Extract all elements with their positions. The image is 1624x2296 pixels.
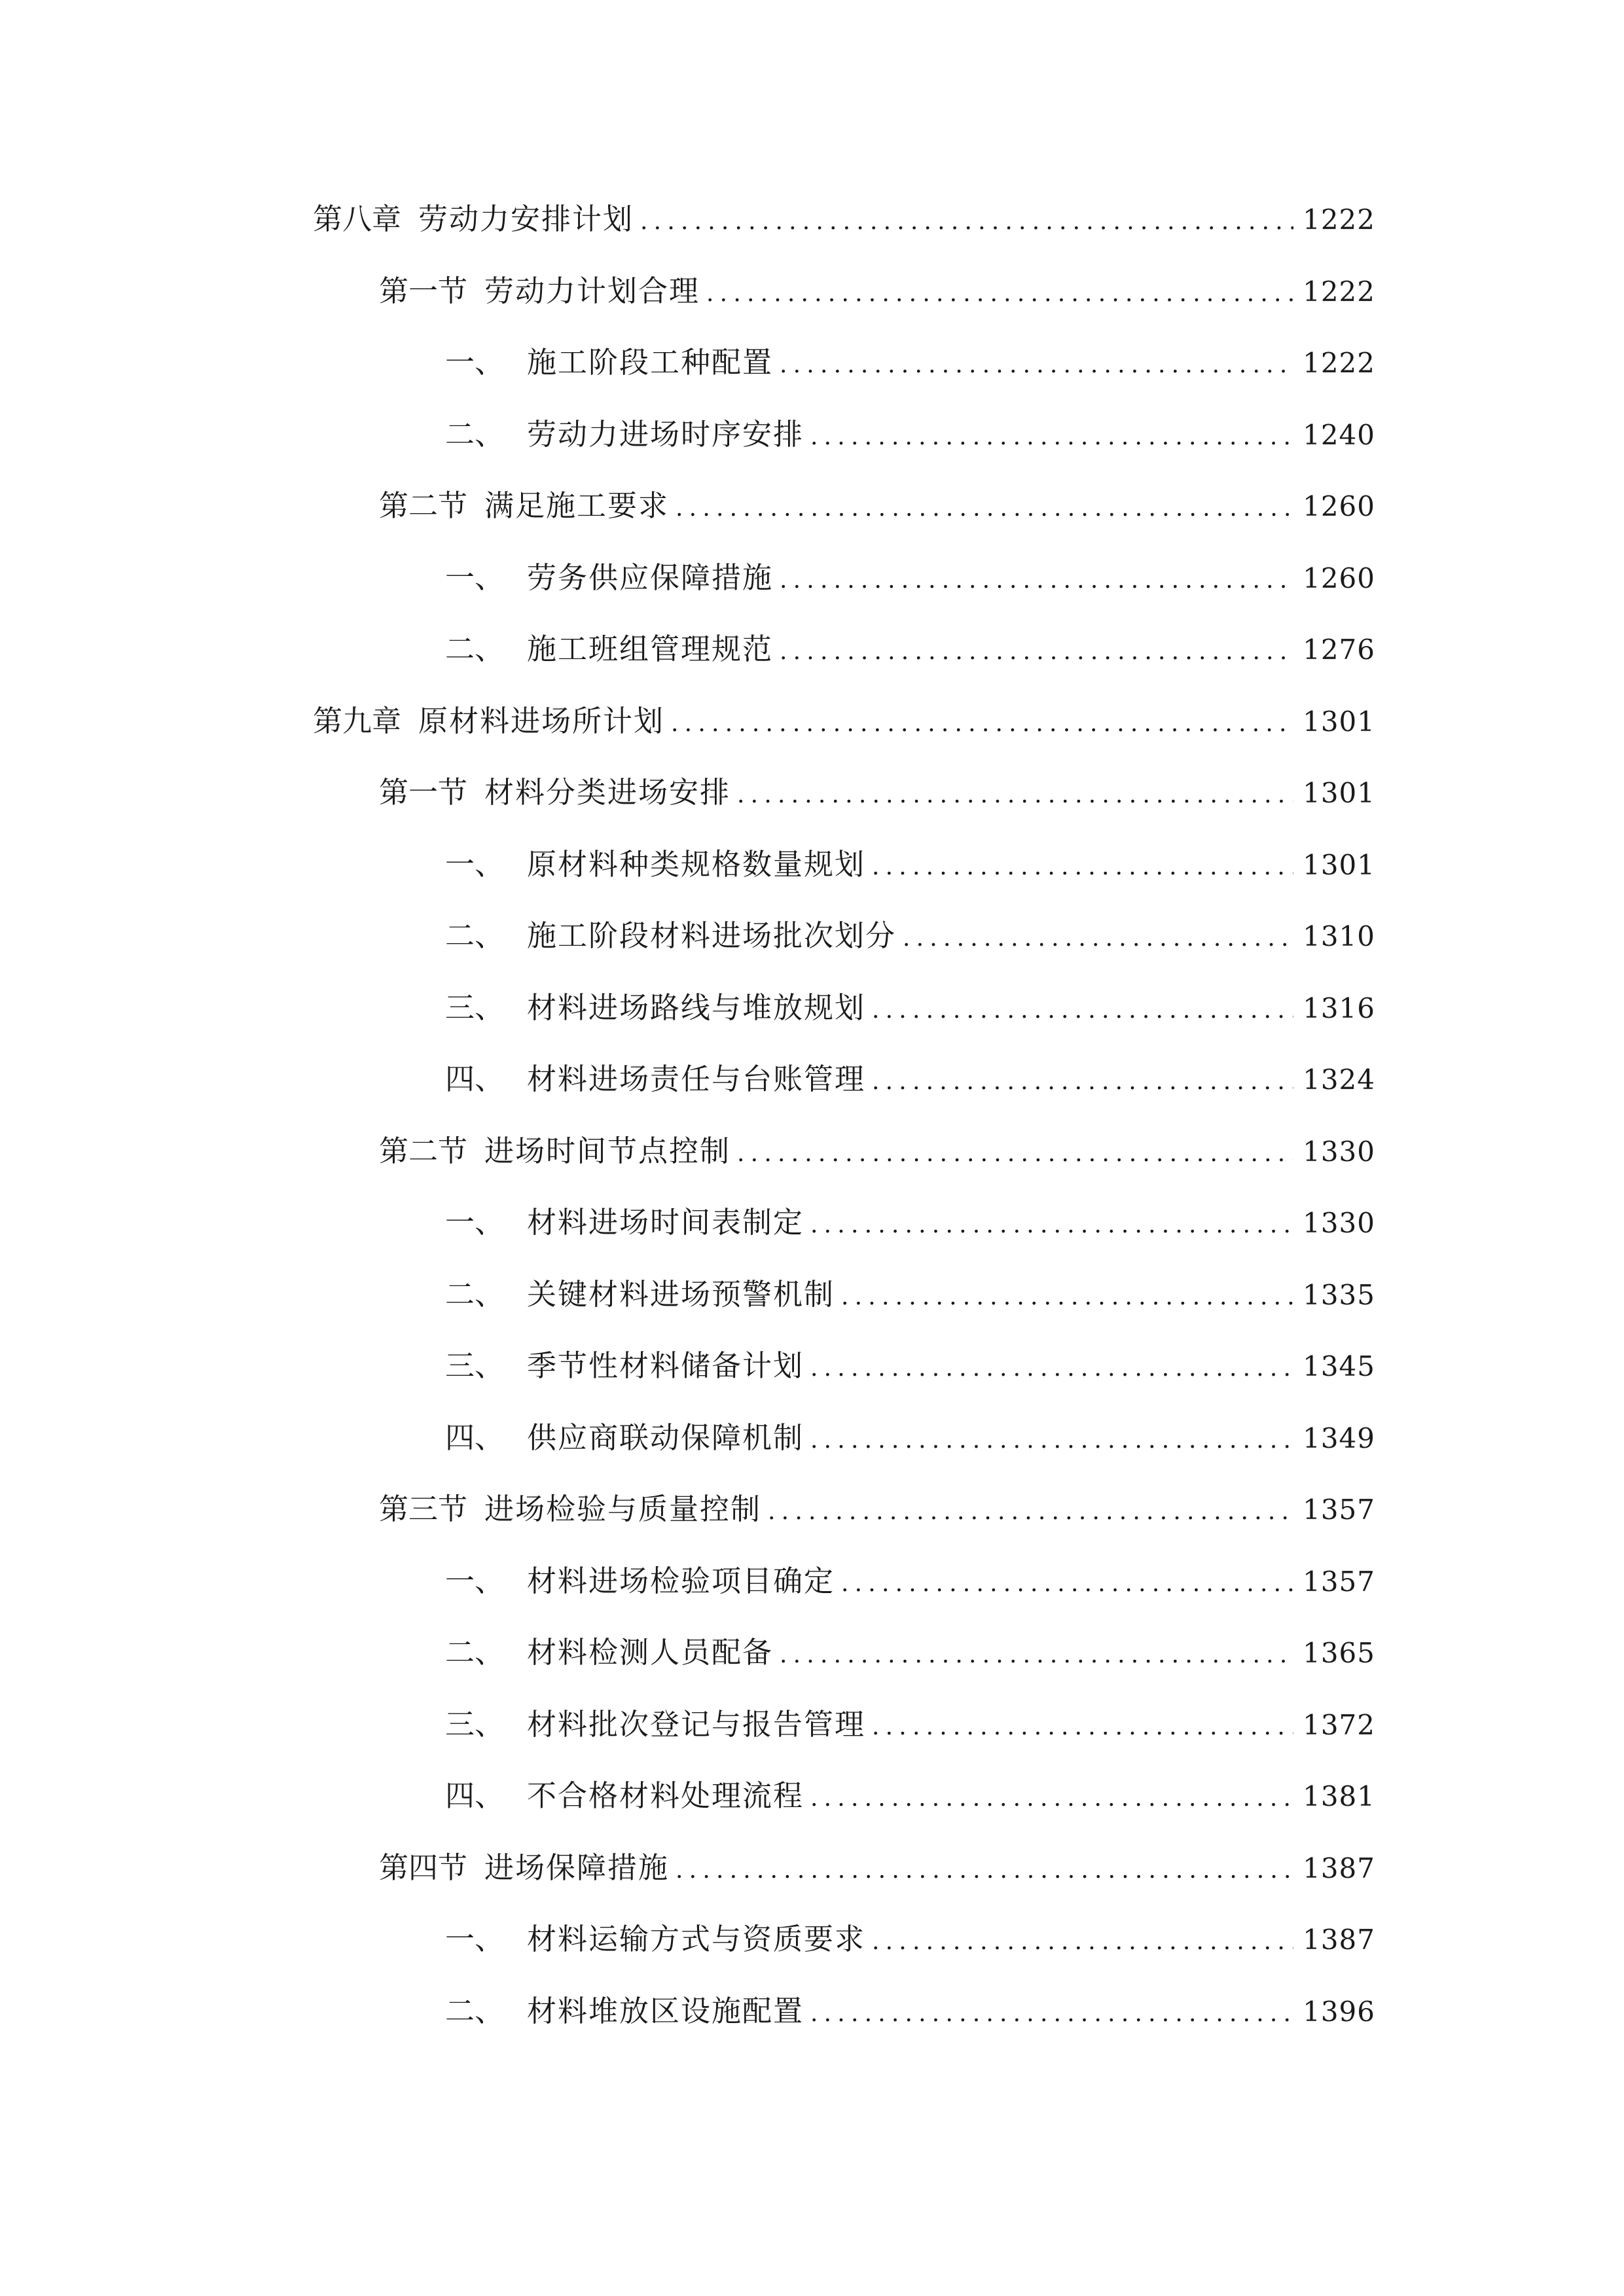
toc-entry-number: 四、 [445,1420,505,1455]
toc-entry-line [313,695,1375,747]
dot-leader [810,1342,1293,1395]
dot-leader [768,1486,1293,1538]
dot-leader [810,1772,1293,1825]
toc-entry-section[interactable] [0,1125,1624,1177]
toc-entry-page-number: 1222 [1303,347,1375,379]
toc-entry-line [445,1196,1375,1249]
dot-leader [737,769,1293,821]
toc-entry-page-number: 1330 [1303,1136,1375,1168]
dot-leader [872,841,1293,893]
toc-entry-title: 劳动力安排计划 [418,202,634,236]
dot-leader [737,1128,1293,1180]
toc-entry-page-number: 1349 [1303,1422,1375,1454]
toc-entry-number: 第一节 [379,775,468,810]
toc-entry-line [445,336,1375,389]
toc-entry-page-number: 1301 [1303,849,1375,881]
toc-entry-number: 二、 [445,417,505,452]
toc-entry-page-number: 1222 [1303,276,1375,308]
toc-entry-number: 第二节 [379,1134,468,1168]
toc-entry-line [445,1053,1375,1105]
toc-entry-page-number: 1381 [1303,1780,1375,1812]
toc-entry-title: 进场时间节点控制 [484,1134,731,1168]
toc-entry-item[interactable] [0,1268,1624,1321]
toc-entry-item[interactable] [0,623,1624,675]
toc-entry-number: 第八章 [313,202,402,236]
toc-entry-title: 原材料进场所计划 [418,704,665,738]
toc-entry-item[interactable] [0,1196,1624,1249]
toc-entry-page-number: 1260 [1303,490,1375,522]
toc-entry-number: 二、 [445,1994,505,2028]
dot-leader [780,1629,1293,1681]
toc-entry-number: 一、 [445,1564,505,1598]
toc-entry-section[interactable] [0,1842,1624,1894]
toc-entry-page-number: 1301 [1303,706,1375,738]
toc-entry-title: 材料分类进场安排 [484,775,731,810]
toc-entry-title: 关键材料进场预警机制 [527,1277,835,1312]
toc-entry-line [445,1770,1375,1822]
toc-entry-item[interactable] [0,1340,1624,1392]
toc-entry-title: 施工阶段材料进场批次划分 [527,918,897,953]
toc-entry-number: 三、 [445,1707,505,1742]
toc-entry-item[interactable] [0,1770,1624,1822]
toc-entry-number: 二、 [445,1635,505,1670]
dot-leader [676,482,1293,535]
toc-entry-line [445,910,1375,962]
dot-leader [872,1056,1293,1108]
toc-entry-page-number: 1222 [1303,204,1375,236]
toc-entry-item[interactable] [0,552,1624,604]
toc-entry-section[interactable] [0,766,1624,819]
toc-entry-number: 二、 [445,918,505,953]
toc-entry-page-number: 1372 [1303,1709,1375,1741]
toc-entry-number: 三、 [445,990,505,1025]
toc-entry-line [445,1412,1375,1464]
dot-leader [640,196,1293,248]
toc-entry-number: 第九章 [313,704,402,738]
toc-entry-page-number: 1396 [1303,1996,1375,2028]
toc-entry-title: 材料进场路线与堆放规划 [527,990,866,1025]
toc-entry-page-number: 1240 [1303,419,1375,451]
dot-leader [676,1844,1293,1897]
toc-entry-line [445,623,1375,675]
toc-entry-line [445,1555,1375,1607]
toc-entry-item[interactable] [0,1913,1624,1965]
toc-entry-number: 第二节 [379,488,468,523]
toc-entry-number: 第四节 [379,1850,468,1885]
toc-entry-page-number: 1260 [1303,562,1375,594]
toc-entry-number: 四、 [445,1778,505,1813]
toc-entry-title: 供应商联动保障机制 [527,1420,804,1455]
toc-entry-section[interactable] [0,265,1624,317]
toc-entry-line [445,1913,1375,1965]
dot-leader [671,698,1293,750]
dot-leader [872,1916,1293,1968]
toc-entry-item[interactable] [0,982,1624,1034]
toc-entry-number: 第三节 [379,1492,468,1526]
toc-entry-line [445,982,1375,1034]
toc-entry-title: 原材料种类规格数量规划 [527,847,866,882]
toc-entry-title: 材料堆放区设施配置 [527,1994,804,2028]
dot-leader [841,1558,1293,1610]
toc-entry-number: 四、 [445,1062,505,1096]
toc-entry-title: 进场检验与质量控制 [484,1492,762,1526]
toc-entry-line [379,480,1375,532]
toc-entry-item[interactable] [0,1412,1624,1464]
dot-leader [810,1988,1293,2040]
toc-entry-title: 材料进场责任与台账管理 [527,1062,866,1096]
toc-entry-item[interactable] [0,838,1624,891]
toc-entry-line [445,1985,1375,2037]
toc-entry-page-number: 1387 [1303,1924,1375,1956]
toc-entry-line [445,1268,1375,1321]
toc-entry-item[interactable] [0,1053,1624,1105]
toc-entry-line [445,552,1375,604]
toc-entry-line [445,1626,1375,1679]
toc-entry-item[interactable] [0,910,1624,962]
toc-entry-page-number: 1316 [1303,992,1375,1024]
toc-entry-line [379,766,1375,819]
toc-entry-page-number: 1310 [1303,920,1375,952]
toc-entry-line [379,1483,1375,1535]
toc-entry-page-number: 1330 [1303,1207,1375,1239]
toc-entry-title: 材料运输方式与资质要求 [527,1922,866,1956]
toc-entry-line [379,1125,1375,1177]
dot-leader [903,912,1293,965]
toc-entry-number: 二、 [445,1277,505,1312]
toc-entry-section[interactable] [0,480,1624,532]
toc-entry-title: 不合格材料处理流程 [527,1778,804,1813]
toc-entry-page-number: 1387 [1303,1852,1375,1884]
toc-entry-line [445,1698,1375,1751]
dot-leader [706,268,1293,320]
toc-entry-title: 劳务供应保障措施 [527,560,774,595]
toc-entry-number: 三、 [445,1348,505,1383]
toc-entry-page-number: 1324 [1303,1064,1375,1096]
toc-entry-number: 第一节 [379,274,468,308]
toc-entry-title: 材料批次登记与报告管理 [527,1707,866,1742]
toc-entry-item[interactable] [0,1985,1624,2037]
toc-entry-line [313,193,1375,245]
toc-entry-page-number: 1365 [1303,1637,1375,1669]
dot-leader [872,984,1293,1037]
toc-entry-line [379,1842,1375,1894]
dot-leader [810,411,1293,463]
toc-entry-number: 一、 [445,345,505,380]
dot-leader [780,554,1293,607]
toc-entry-page-number: 1357 [1303,1566,1375,1598]
toc-entry-page-number: 1345 [1303,1350,1375,1382]
toc-entry-line [445,408,1375,461]
toc-entry-title: 材料进场时间表制定 [527,1205,804,1240]
toc-entry-page-number: 1301 [1303,777,1375,809]
toc-entry-item[interactable] [0,1698,1624,1751]
dot-leader [810,1199,1293,1251]
dot-leader [841,1271,1293,1323]
toc-entry-number: 一、 [445,847,505,882]
toc-entry-title: 满足施工要求 [484,488,670,523]
toc-entry-line [445,1340,1375,1392]
toc-entry-number: 一、 [445,560,505,595]
toc-entry-title: 劳动力计划合理 [484,274,700,308]
toc-entry-title: 劳动力进场时序安排 [527,417,804,452]
toc-entry-chapter[interactable] [0,695,1624,747]
toc-entry-line [445,838,1375,891]
toc-entry-page-number: 1276 [1303,634,1375,666]
toc-entry-item[interactable] [0,408,1624,461]
dot-leader [780,626,1293,678]
toc-entry-title: 季节性材料储备计划 [527,1348,804,1383]
toc-entry-number: 一、 [445,1205,505,1240]
toc-entry-title: 材料进场检验项目确定 [527,1564,835,1598]
toc-entry-chapter[interactable] [0,193,1624,245]
toc-entry-section[interactable] [0,1483,1624,1535]
toc-entry-line [379,265,1375,317]
toc-entry-item[interactable] [0,1626,1624,1679]
toc-entry-page-number: 1335 [1303,1279,1375,1311]
toc-entry-title: 施工班组管理规范 [527,632,774,666]
toc-entry-title: 材料检测人员配备 [527,1635,774,1670]
toc-entry-number: 一、 [445,1922,505,1956]
toc-entry-title: 施工阶段工种配置 [527,345,774,380]
dot-leader [810,1414,1293,1467]
dot-leader [872,1701,1293,1753]
dot-leader [780,339,1293,391]
toc-entry-page-number: 1357 [1303,1494,1375,1526]
toc-entry-item[interactable] [0,1555,1624,1607]
toc-entry-title: 进场保障措施 [484,1850,670,1885]
toc-entry-number: 二、 [445,632,505,666]
toc-entry-item[interactable] [0,336,1624,389]
